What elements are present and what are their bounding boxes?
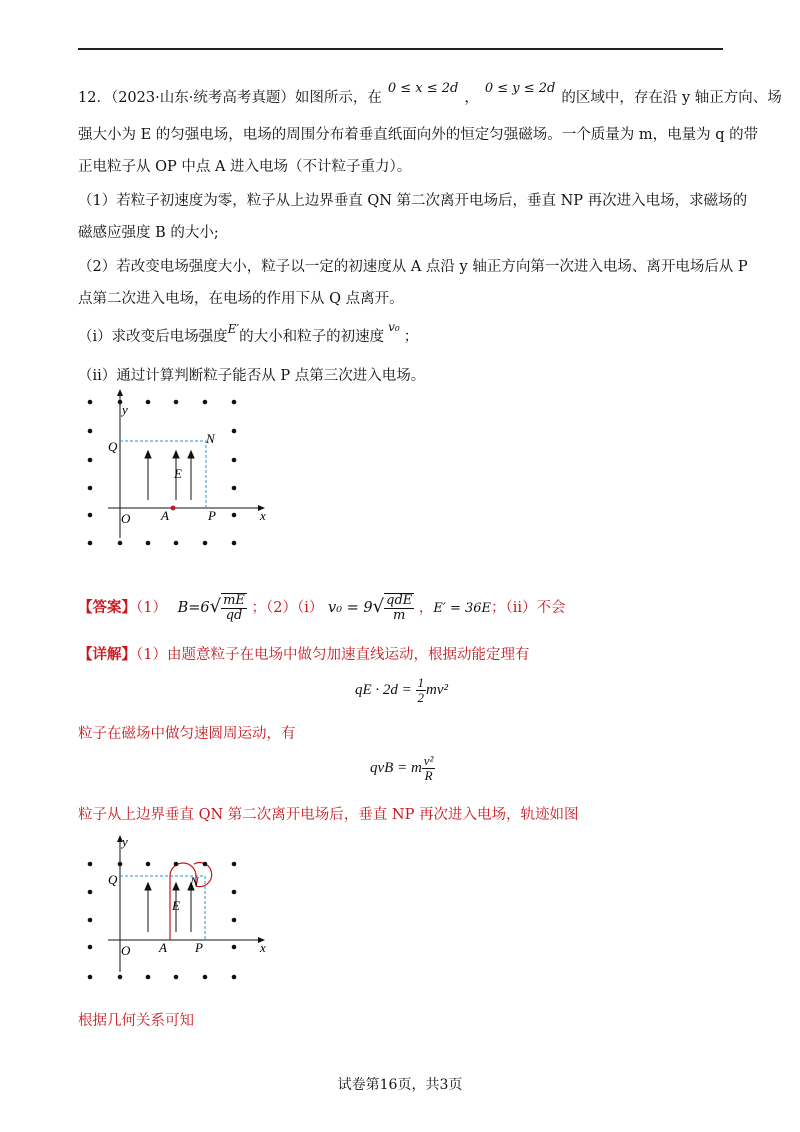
label-p-2: P bbox=[195, 940, 203, 955]
label-o-2: O bbox=[121, 943, 131, 958]
solution-line-1: 【详解】（1）由题意粒子在电场中做匀加速直线运动，根据动能定理有 bbox=[78, 646, 530, 663]
label-a: A bbox=[161, 508, 169, 523]
question-line-6: （2）若改变电场强度大小，粒子以一定的初速度从 A 点沿 y 轴正方向第一次进入电场、离开电场后从 P bbox=[78, 259, 748, 275]
question-line-8: （i）求改变后电场强度$^{E'}$的大小和粒子的初速度$^{v_0}$； bbox=[78, 320, 419, 345]
field-arrows bbox=[145, 451, 194, 500]
question-line-7: 点第二次进入电场，在电场的作用下从 Q 点离开。 bbox=[78, 291, 404, 307]
label-o: O bbox=[121, 511, 131, 526]
question-line-1: 12．（2023·山东·统考高考真题）如图所示，在0 ≤ x ≤ 2d，0 ≤ y ≤ 2d的区域中，存在沿 y 轴正方向、场 bbox=[78, 81, 782, 106]
label-p: P bbox=[208, 508, 216, 523]
label-q: Q bbox=[108, 439, 118, 454]
question-line-5: 磁感应强度 B 的大小; bbox=[78, 225, 219, 241]
page-footer: 试卷第16页，共3页 bbox=[337, 1077, 463, 1093]
question-line-3: 正电粒子从 OP 中点 A 进入电场（不计粒子重力）。 bbox=[78, 159, 412, 175]
label-x-2: x bbox=[260, 940, 266, 955]
solution-line-2: 粒子在磁场中做匀速圆周运动，有 bbox=[78, 726, 296, 742]
equation-lorentz: qvB = m $\frac{\text{v²}}{R}$ bbox=[370, 753, 434, 783]
equation-energy: qE · 2d = $\frac{1}{2}$ mv² bbox=[355, 675, 449, 705]
label-x: x bbox=[260, 508, 266, 523]
question-line-2: 强大小为 E 的匀强电场，电场的周围分布着垂直纸面向外的恒定匀强磁场。一个质量为 m，电量为 q 的带 bbox=[78, 127, 759, 143]
header-rule bbox=[78, 48, 723, 50]
label-y: y bbox=[122, 402, 128, 417]
point-a-dot bbox=[171, 506, 176, 511]
answer-line: 【答案】（1） B=6√ $\frac{mE}{qd}$ ；（2）（i） v₀ = 9√ $\frac{\text{qdE}}{m}$ ，E′ = 36E；（ii）不会 bbox=[78, 593, 566, 623]
field-diagram-1 bbox=[78, 388, 278, 558]
field-boundary bbox=[120, 441, 206, 508]
label-e: E bbox=[174, 466, 182, 481]
label-n-2: N bbox=[190, 874, 199, 889]
magnetic-field-dots bbox=[88, 400, 237, 546]
label-q-2: Q bbox=[108, 872, 118, 887]
question-line-9: （ii）通过计算判断粒子能否从 P 点第三次进入电场。 bbox=[78, 368, 426, 384]
label-n: N bbox=[206, 431, 215, 446]
label-a-2: A bbox=[159, 940, 167, 955]
label-y-2: y bbox=[122, 834, 128, 849]
label-e-2: E bbox=[172, 898, 180, 913]
solution-line-4: 根据几何关系可知 bbox=[78, 1013, 194, 1029]
solution-line-3: 粒子从上边界垂直 QN 第二次离开电场后，垂直 NP 再次进入电场，轨迹如图 bbox=[78, 807, 579, 823]
field-diagram-2 bbox=[78, 832, 278, 992]
question-line-4: （1）若粒子初速度为零，粒子从上边界垂直 QN 第二次离开电场后，垂直 NP 再次进入电场，求磁场的 bbox=[78, 193, 748, 209]
